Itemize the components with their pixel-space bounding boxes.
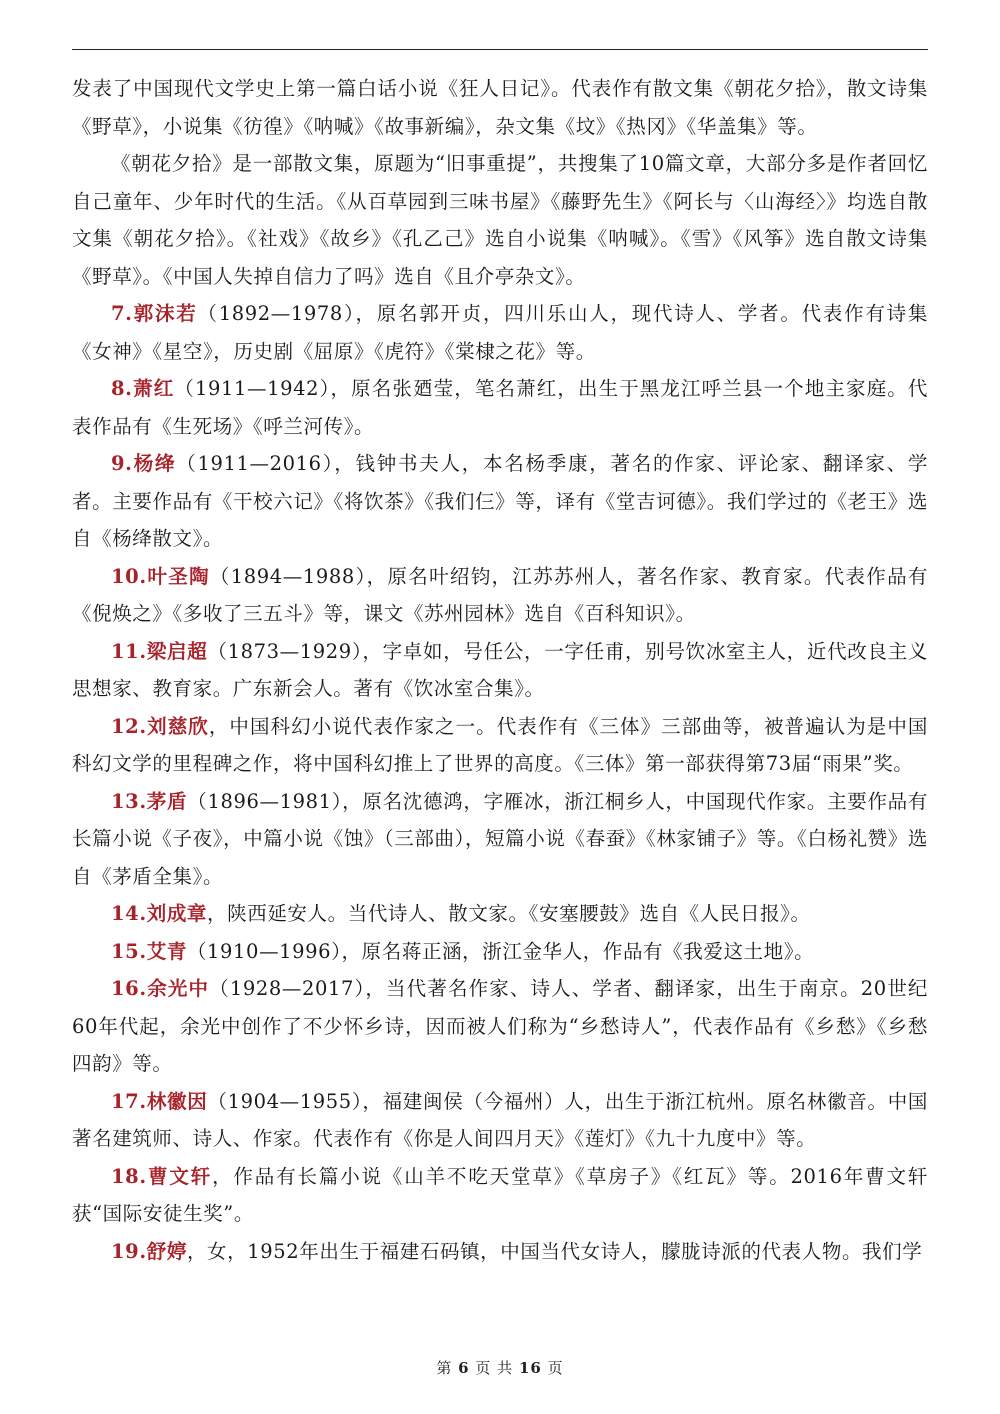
author-description: （1911—2016），钱钟书夫人，本名杨季康，著名的作家、评论家、翻译家、学者。主要作品有《干校六记》《将饮茶》《我们仨》等，译有《堂吉诃德》。我们学过的《老王》选自《杨绛散文》。 bbox=[72, 452, 928, 550]
author-entry-aiqing bbox=[72, 933, 928, 971]
author-name: 10.叶圣陶 bbox=[111, 564, 210, 588]
author-description: （1911—1942），原名张廼莹，笔名萧红，出生于黑龙江呼兰县一个地主家庭。代表作品有《生死场》《呼兰河传》。 bbox=[72, 377, 928, 438]
author-description: （1894—1988），原名叶绍钧，江苏苏州人，著名作家、教育家。代表作品有《倪焕之》《多收了三五斗》等，课文《苏州园林》选自《百科知识》。 bbox=[72, 564, 928, 625]
author-description: （1910—1996），原名蒋正涵，浙江金华人，作品有《我爱这土地》。 bbox=[186, 939, 815, 963]
page-footer bbox=[0, 1357, 1000, 1378]
intro-paragraph-2: 《朝花夕拾》是一部散文集，原题为“旧事重提”，共搜集了10篇文章，大部分多是作者回忆自己童年、少年时代的生活。《从百草园到三味书屋》《藤野先生》《阿长与〈山海经〉》均选自散文集《朝花夕拾》。《社戏》《故乡》《孔乙己》选自小说集《呐喊》。《雪》《风筝》选自散文诗集《野草》。《中国人失掉自信力了吗》选自《且介亭杂文》。 bbox=[72, 152, 928, 288]
header-rule bbox=[72, 49, 928, 50]
author-description: ，陕西延安人。当代诗人、散文家。《安塞腰鼓》选自《人民日报》。 bbox=[207, 902, 811, 925]
author-name: 18.曹文轩 bbox=[111, 1164, 213, 1188]
author-name: 17.林徽因 bbox=[111, 1089, 208, 1113]
page-number-prefix: 第 bbox=[436, 1359, 453, 1377]
author-name: 9.杨绛 bbox=[111, 452, 177, 475]
author-entry-linhuiyin bbox=[72, 1083, 928, 1158]
author-description: （1873—1929），字卓如，号任公，一字任甫，别号饮冰室主人，近代改良主义思想家、教育家。广东新会人。著有《饮冰室合集》。 bbox=[72, 639, 928, 700]
author-entry-yuguangzhong bbox=[72, 970, 928, 1083]
author-entry-liangqichao bbox=[72, 633, 928, 708]
author-entry-yangjiang bbox=[72, 445, 928, 558]
author-name: 8.萧红 bbox=[111, 377, 175, 400]
author-name: 14.刘成章 bbox=[111, 902, 208, 925]
author-entry-maodun bbox=[72, 783, 928, 896]
author-description: （1904—1955），福建闽侯（今福州）人，出生于浙江杭州。原名林徽音。中国著名建筑师、诗人、作家。代表作有《你是人间四月天》《莲灯》《九十九度中》等。 bbox=[72, 1089, 928, 1150]
author-entry-liucixin bbox=[72, 708, 928, 783]
current-page-number: 6 bbox=[458, 1359, 470, 1377]
author-name: 11.梁启超 bbox=[111, 639, 208, 663]
author-entry-caowenxuan bbox=[72, 1158, 928, 1233]
author-name: 19.舒婷 bbox=[111, 1239, 187, 1263]
author-entry-guomoruo bbox=[72, 295, 928, 370]
author-name: 7.郭沫若 bbox=[111, 302, 198, 325]
author-description: ，女，1952年出生于福建石码镇，中国当代女诗人，朦胧诗派的代表人物。我们学 bbox=[186, 1239, 923, 1263]
author-name: 16.余光中 bbox=[111, 977, 210, 1000]
author-name: 12.刘慈欣 bbox=[111, 714, 209, 738]
intro-paragraph-1: 发表了中国现代文学史上第一篇白话小说《狂人日记》。代表作有散文集《朝花夕拾》，散文诗集《野草》，小说集《彷徨》《呐喊》《故事新编》，杂文集《坟》《热冈》《华盖集》等。 bbox=[72, 77, 928, 138]
page-number-suffix: 页 bbox=[547, 1359, 564, 1377]
page-body bbox=[72, 70, 928, 1270]
author-entry-yeshengtao bbox=[72, 558, 928, 633]
total-page-number: 16 bbox=[518, 1359, 542, 1377]
author-description: （1896—1981），原名沈德鸿，字雁冰，浙江桐乡人，中国现代作家。主要作品有长篇小说《子夜》，中篇小说《蚀》（三部曲），短篇小说《春蚕》《林家铺子》等。《白杨礼赞》选自《茅盾全集》。 bbox=[72, 789, 928, 888]
author-description: （1928—2017），当代著名作家、诗人、学者、翻译家，出生于南京。20世纪60年代起，余光中创作了不少怀乡诗，因而被人们称为“乡愁诗人”，代表作品有《乡愁》《乡愁四韵》等。 bbox=[72, 977, 929, 1075]
author-name: 13.茅盾 bbox=[111, 789, 188, 813]
author-description: ，作品有长篇小说《山羊不吃天堂草》《草房子》《红瓦》等。2016年曹文轩获“国际安徒生奖”。 bbox=[72, 1164, 928, 1225]
author-description: ，中国科幻小说代表作家之一。代表作有《三体》三部曲等，被普遍认为是中国科幻文学的里程碑之作，将中国科幻推上了世界的高度。《三体》第一部获得第73届“雨果”奖。 bbox=[72, 714, 928, 775]
author-entry-xiaohong bbox=[72, 370, 928, 445]
author-description: （1892—1978），原名郭开贞，四川乐山人，现代诗人、学者。代表作有诗集《女神》《星空》，历史剧《屈原》《虎符》《棠棣之花》等。 bbox=[72, 302, 928, 363]
author-name: 15.艾青 bbox=[111, 939, 187, 963]
page-number-middle: 页 共 bbox=[475, 1359, 514, 1377]
author-entry-shuting bbox=[72, 1233, 928, 1271]
author-entry-liuchengzhang bbox=[72, 895, 928, 933]
